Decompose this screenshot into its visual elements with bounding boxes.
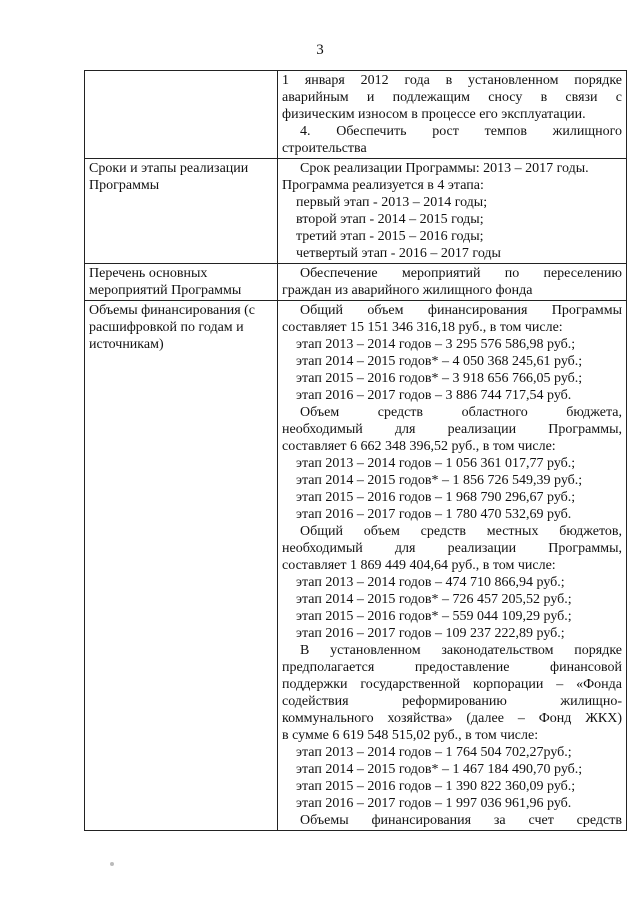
row-content-cell [278,159,627,264]
content-line: этап 2013 – 2014 годов – 3 295 576 586,98 руб.; [296,337,576,352]
content-line: 4. Обеспечить рост темпов жилищного [300,124,622,139]
page-number: 3 [316,42,324,58]
content-line: Общий объем средств местных бюджетов, [300,524,622,539]
content-line: необходимый для реализации Программы, [282,541,622,556]
content-line: коммунального хозяйства» (далее – Фонд ЖКХ) [282,711,622,726]
content-line: 1 января 2012 года в установленном порядке [282,73,622,88]
content-line: этап 2013 – 2014 годов – 1 764 504 702,27руб.; [296,745,572,760]
content-line: поддержки государственной корпорации – «Фонда [282,677,622,692]
content-line: этап 2015 – 2016 годов – 1 968 790 296,67 руб.; [296,490,576,505]
row-content-cell [278,71,627,159]
content-line: Общий объем финансирования Программы [300,303,622,318]
content-line: этап 2013 – 2014 годов – 474 710 866,94 руб.; [296,575,565,590]
content-line: этап 2015 – 2016 годов* – 559 044 109,29 руб.; [296,609,572,624]
content-line: строительства [282,141,367,156]
content-line: этап 2016 – 2017 годов – 1 780 470 532,69 руб. [296,507,572,522]
row-label: Сроки и этапы реализации Программы [89,161,249,193]
content-line: первый этап - 2013 – 2014 годы; [296,195,488,210]
content-line: Обеспечение мероприятий по переселению [300,266,622,281]
content-line: этап 2015 – 2016 годов* – 3 918 656 766,05 руб.; [296,371,583,386]
content-line: этап 2015 – 2016 годов – 1 390 822 360,09 руб.; [296,779,576,794]
table-row [85,159,627,264]
row-label-cell [85,264,278,301]
row-label-cell [85,71,278,159]
content-line: содействия реформированию жилищно- [282,694,622,709]
content-line: необходимый для реализации Программы, [282,422,622,437]
scan-dot [110,862,114,866]
table-row [85,71,627,159]
row-content-cell [278,301,627,831]
content-line: аварийным и подлежащим сносу в связи с [282,90,622,105]
content-line: составляет 6 662 348 396,52 руб., в том числе: [282,439,556,454]
content-line: второй этап - 2014 – 2015 годы; [296,212,484,227]
row-label: Объемы финансирования (с расшифровкой по годам и источникам) [89,303,256,352]
content-line: составляет 1 869 449 404,64 руб., в том числе: [282,558,556,573]
content-line: составляет 15 151 346 316,18 руб., в том числе: [282,320,563,335]
row-label: Перечень основных мероприятий Программы [89,266,242,298]
content-line: в сумме 6 619 548 515,02 руб., в том числе: [282,728,539,743]
program-passport-table [84,70,627,831]
table-row [85,264,627,301]
row-content-cell [278,264,627,301]
content-line: четвертый этап - 2016 – 2017 годы [296,246,501,261]
content-line: физическим износом в процессе его эксплуатации. [282,107,586,122]
content-line: этап 2016 – 2017 годов – 3 886 744 717,54 руб. [296,388,572,403]
row-label-cell [85,301,278,831]
content-line: Объемы финансирования за счет средств [300,813,622,828]
content-line: В установленном законодательством порядке [300,643,622,658]
content-line: этап 2016 – 2017 годов – 1 997 036 961,96 руб. [296,796,572,811]
content-line: этап 2014 – 2015 годов* – 1 856 726 549,39 руб.; [296,473,583,488]
content-line: этап 2014 – 2015 годов* – 1 467 184 490,70 руб.; [296,762,583,777]
content-line: предполагается предоставление финансовой [282,660,622,675]
content-line: Срок реализации Программы: 2013 – 2017 годы. [300,161,589,176]
content-line: Объем средств областного бюджета, [300,405,622,420]
content-line: третий этап - 2015 – 2016 годы; [296,229,484,244]
content-line: граждан из аварийного жилищного фонда [282,283,533,298]
content-line: этап 2013 – 2014 годов – 1 056 361 017,77 руб.; [296,456,576,471]
content-line: этап 2014 – 2015 годов* – 4 050 368 245,61 руб.; [296,354,583,369]
content-line: этап 2014 – 2015 годов* – 726 457 205,52 руб.; [296,592,572,607]
content-line: Программа реализуется в 4 этапа: [282,178,484,193]
content-line: этап 2016 – 2017 годов – 109 237 222,89 руб.; [296,626,565,641]
table-row [85,301,627,831]
row-label-cell [85,159,278,264]
